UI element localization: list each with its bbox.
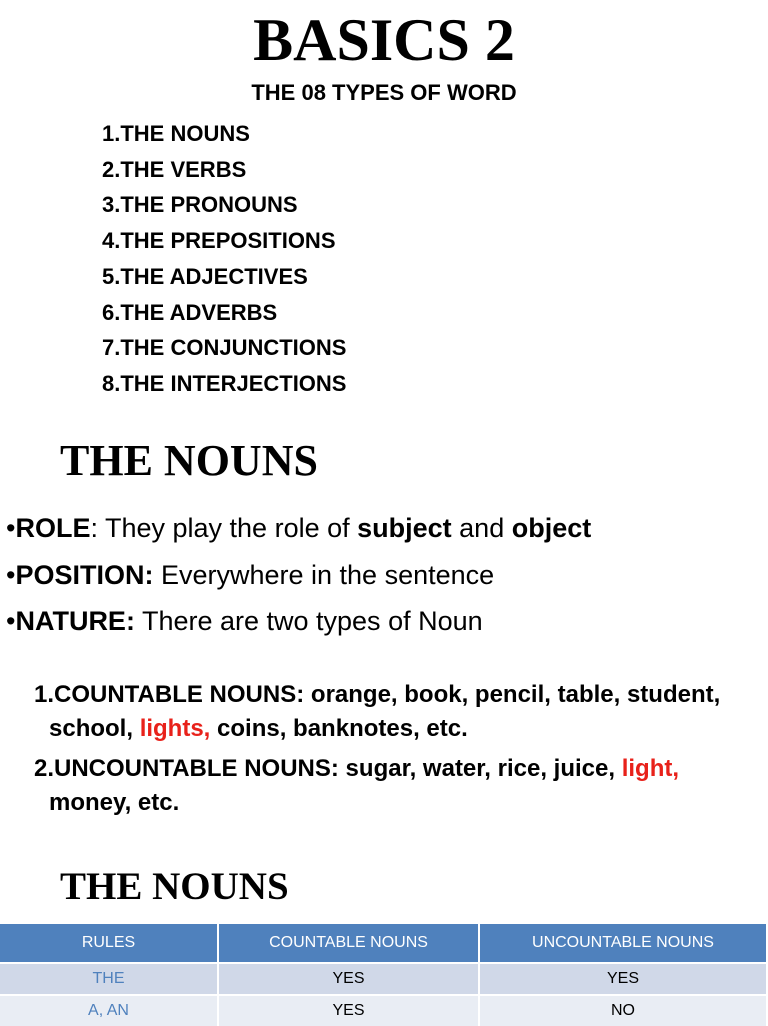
table-cell: YES [218,995,479,1026]
list-item: 1.THE NOUNS [102,121,250,146]
column-header-countable: COUNTABLE NOUNS [218,924,479,963]
countable-examples: orange, book, pencil, table, student, school, [49,681,721,742]
countable-label: 1.COUNTABLE NOUNS: [34,681,305,708]
bullet-marker: • [6,606,16,636]
bullet-text: There are two types of Noun [134,606,483,636]
list-item: 7.THE CONJUNCTIONS [102,335,347,361]
section-heading-nouns-table: THE NOUNS [60,865,289,908]
subtitle: THE 08 TYPES OF WORD [251,80,517,105]
bullet-text: Everywhere in the sentence [153,559,495,590]
countable-highlight: lights, [139,715,211,742]
table-header-row [0,924,767,963]
uncountable-label: 2.UNCOUNTABLE NOUNS: [34,755,339,782]
uncountable-nouns [34,752,734,820]
table-cell: A, AN [0,995,218,1026]
bullet-marker: • [6,559,16,590]
bullet-position [6,552,591,599]
list-item: 2.THE VERBS [102,156,247,182]
noun-types [34,678,734,820]
table-cell: THE [0,963,218,995]
countable-nouns [34,678,734,746]
bullet-role [6,505,591,552]
uncountable-highlight: light, [621,755,680,782]
keyword-object: object [511,513,592,543]
table-row [0,995,767,1026]
list-item: 6.THE ADVERBS [102,299,278,325]
bullet-label: ROLE [15,513,91,543]
section-heading-nouns: THE NOUNS [60,436,318,485]
rules-table [0,924,768,1026]
bullet-text: and [451,513,512,543]
bullet-label: NATURE: [15,606,135,636]
table-row [0,963,767,995]
table-cell: YES [218,963,479,995]
keyword-subject: subject [357,513,452,543]
bullet-nature [6,598,591,645]
table-cell: NO [479,995,767,1026]
bullet-marker: • [6,513,16,543]
table-cell: YES [479,963,767,995]
list-item: 8.THE INTERJECTIONS [102,370,347,396]
uncountable-examples-end: money, etc. [49,789,180,816]
bullet-text: : They play the role of [90,513,358,543]
countable-examples-end: coins, banknotes, etc. [210,715,468,742]
uncountable-examples: sugar, water, rice, juice, [338,755,622,782]
word-types-list [102,116,346,402]
list-item: 5.THE ADJECTIVES [102,263,308,289]
page-title: BASICS 2 [253,7,515,73]
list-item: 4.THE PREPOSITIONS [102,228,336,254]
bullet-label: POSITION: [15,559,154,590]
nouns-bullets [6,505,591,645]
column-header-uncountable: UNCOUNTABLE NOUNS [479,924,767,963]
column-header-rules: RULES [0,924,218,963]
list-item: 3.THE PRONOUNS [102,192,298,218]
